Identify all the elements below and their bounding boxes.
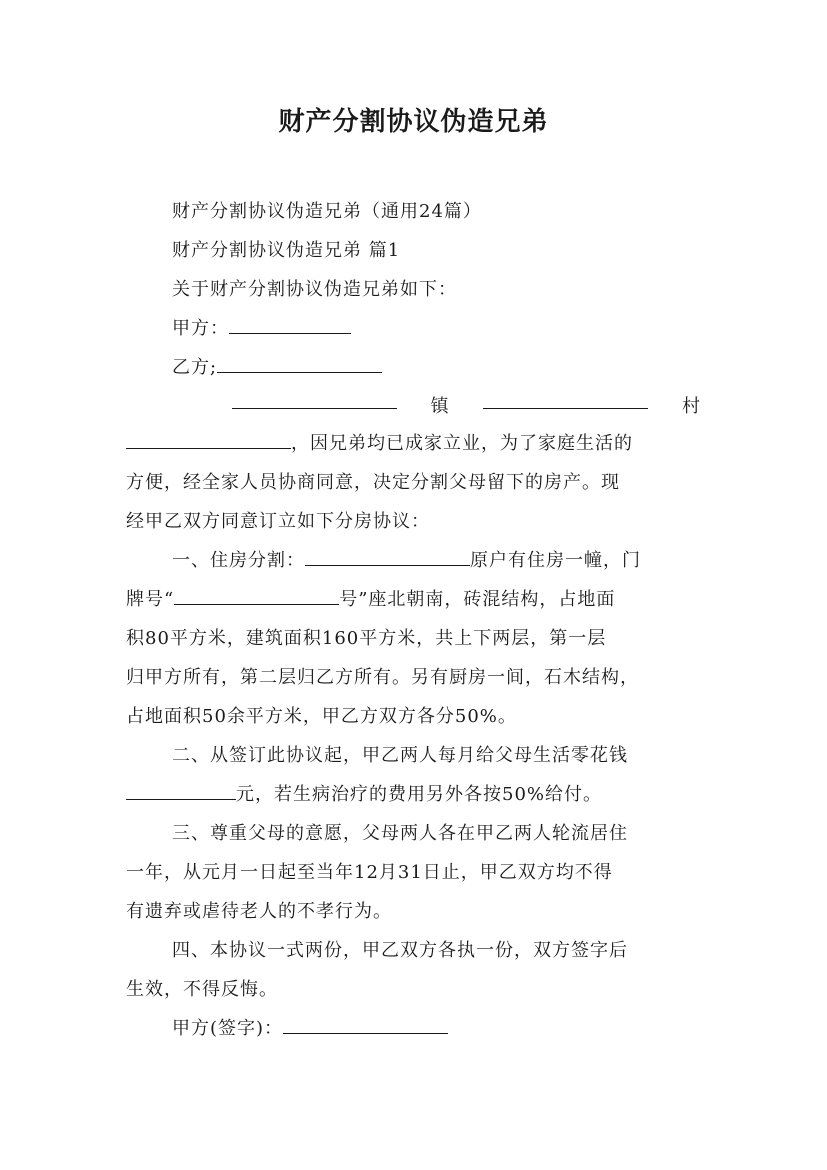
signature-a-line (172, 1010, 702, 1048)
clause-3-line-1: 三、尊重父母的意愿，父母两人各在甲乙两人轮流居住 (172, 823, 628, 844)
clause-4-line-2: 生效，不得反悔。 (126, 979, 278, 1000)
paragraph-1-line-2: 方便，经全家人员协商同意，决定分割父母留下的房产。现 (126, 472, 620, 493)
clause-1-line-1 (172, 542, 702, 580)
clause-3-line-3: 有遗弃或虐待老人的不孝行为。 (126, 901, 392, 922)
clause-1-text-1: 原户有住房一幢，门 (470, 550, 641, 571)
signature-a-blank (283, 1013, 448, 1034)
clause-1-line-3: 积80平方米，建筑面积160平方米，共上下两层，第一层 (126, 628, 607, 649)
party-b-label: 乙方; (172, 357, 218, 378)
clause-1-heading: 一、住房分割： (172, 550, 305, 571)
clause-1-line-4: 归甲方所有，第二层归乙方所有。另有厨房一间，石木结构， (126, 667, 639, 688)
house-number-blank (174, 584, 339, 605)
town-blank (232, 388, 397, 409)
address-line (232, 388, 701, 426)
clause-4-line-1: 四、本协议一式两份，甲乙双方各执一份，双方签字后 (172, 940, 628, 961)
town-label: 镇 (430, 396, 450, 417)
article-heading: 财产分割协议伪造兄弟 篇1 (172, 240, 401, 261)
village-label: 村 (681, 396, 701, 417)
party-a-blank (229, 313, 351, 334)
clause-3-line-2: 一年，从元月一日起至当年12月31日止，甲乙双方均不得 (126, 862, 613, 883)
clause-1-text-2a: 牌号“ (126, 589, 175, 610)
clause-1-line-2 (126, 581, 701, 619)
clause-2-text-2: 元，若生病治疗的费用另外各按50%给付。 (236, 784, 603, 805)
paragraph-1-line-3: 经甲乙双方同意订立如下分房协议： (126, 511, 430, 532)
clause-1-line-5: 占地面积50余平方米，甲乙方双方各分50%。 (126, 706, 517, 727)
document-title: 财产分割协议伪造兄弟 (278, 107, 549, 137)
village-name-blank (126, 428, 291, 449)
paragraph-1-text-1: ，因兄弟均已成家立业，为了家庭生活的 (291, 433, 633, 454)
subtitle: 财产分割协议伪造兄弟（通用24篇） (172, 201, 482, 222)
party-b-blank (217, 352, 382, 373)
village-blank (483, 388, 648, 409)
clause-2-line-1: 二、从签订此协议起，甲乙两人每月给父母生活零花钱 (172, 745, 628, 766)
party-b-line (172, 349, 702, 387)
clause-2-line-2 (126, 776, 701, 814)
paragraph-1-line-1 (126, 425, 701, 463)
allowance-amount-blank (126, 779, 236, 800)
party-a-line (172, 310, 702, 348)
clause-1-text-2b: 号”座北朝南，砖混结构，占地面 (339, 589, 616, 610)
party-a-label: 甲方： (172, 318, 229, 339)
intro-line: 关于财产分割协议伪造兄弟如下： (172, 279, 457, 300)
signature-a-label: 甲方(签字)： (172, 1018, 284, 1039)
house-owner-blank (305, 545, 470, 566)
